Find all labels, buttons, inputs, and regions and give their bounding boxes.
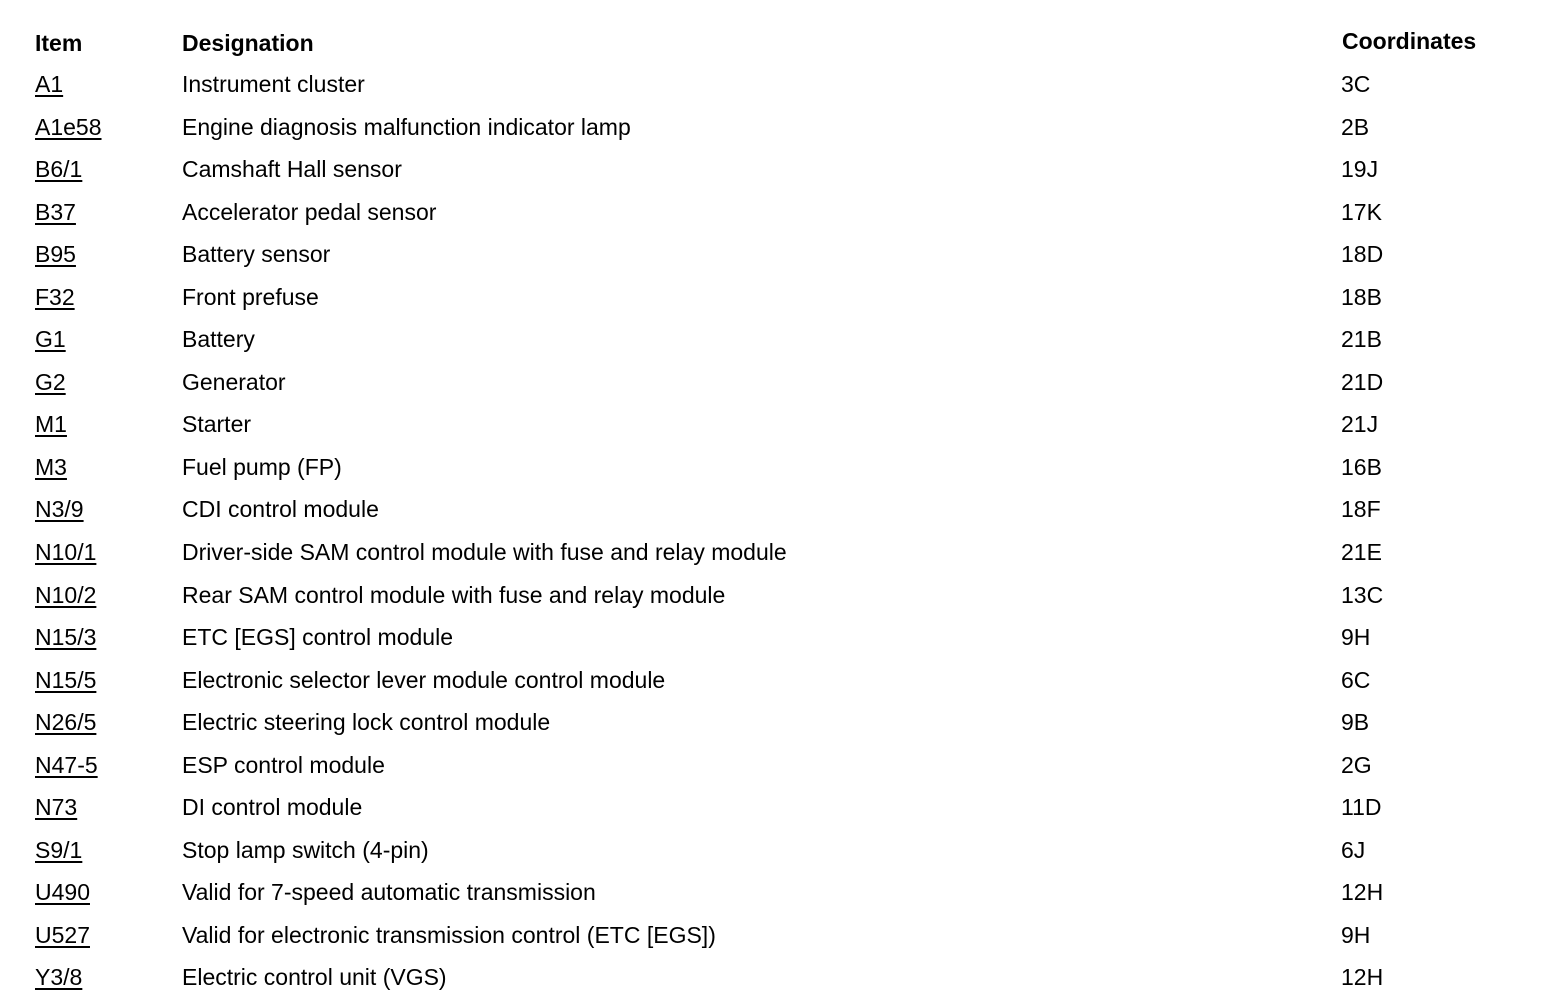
coordinates-text: 13C [1341, 581, 1384, 608]
table-row [0, 708, 1568, 751]
table-row [0, 921, 1568, 964]
coordinates-text: 3C [1341, 71, 1371, 97]
table-row [0, 453, 1568, 496]
designation-text: Starter [182, 411, 252, 438]
coordinates-text: 18D [1341, 241, 1384, 268]
item-link[interactable]: B6/1 [35, 156, 83, 183]
table-row [0, 240, 1568, 283]
table-row [0, 666, 1568, 709]
coordinates-text: 18B [1341, 283, 1382, 310]
table-row [0, 538, 1568, 581]
table-row [0, 581, 1568, 624]
coordinates-text: 19J [1341, 156, 1379, 183]
header-item: Item [35, 30, 83, 56]
item-link[interactable]: N3/9 [35, 496, 84, 523]
table-row [0, 793, 1568, 836]
table-row [0, 623, 1568, 666]
table-row [0, 283, 1568, 326]
item-link[interactable]: B95 [35, 241, 76, 268]
designation-text: Valid for 7-speed automatic transmission [182, 879, 596, 906]
item-link[interactable]: N10/1 [35, 539, 97, 566]
designation-text: Camshaft Hall sensor [182, 156, 402, 183]
coordinates-text: 12H [1341, 964, 1384, 991]
table-header-row [0, 0, 1568, 60]
designation-text: Instrument cluster [182, 71, 365, 97]
table-row [0, 70, 1568, 113]
coordinates-text: 9H [1341, 624, 1371, 651]
coordinates-text: 12H [1341, 879, 1384, 906]
designation-text: Electronic selector lever module control module [182, 666, 666, 693]
item-link[interactable]: N15/5 [35, 666, 97, 693]
item-link[interactable]: N73 [35, 794, 78, 821]
item-link[interactable]: N10/2 [35, 581, 97, 608]
coordinates-text: 18F [1341, 496, 1381, 523]
table-body [0, 70, 1568, 1006]
designation-text: Stop lamp switch (4-pin) [182, 836, 429, 863]
coordinates-text: 16B [1341, 453, 1382, 480]
designation-text: Rear SAM control module with fuse and relay module [182, 581, 726, 608]
designation-text: Valid for electronic transmission control (ETC [EGS]) [182, 921, 716, 948]
coordinates-text: 6J [1341, 836, 1366, 863]
item-link[interactable]: N47-5 [35, 751, 98, 778]
item-link[interactable]: U527 [35, 921, 90, 948]
designation-text: Battery [182, 326, 255, 353]
coordinates-text: 17K [1341, 198, 1382, 225]
item-link[interactable]: S9/1 [35, 836, 83, 863]
item-link[interactable]: N15/3 [35, 624, 97, 651]
coordinates-text: 21B [1341, 326, 1382, 353]
item-link[interactable]: G2 [35, 368, 66, 395]
designation-text: CDI control module [182, 496, 379, 523]
coordinates-text: 21J [1341, 411, 1379, 438]
header-designation: Designation [182, 30, 314, 56]
item-link[interactable]: B37 [35, 198, 76, 225]
item-link[interactable]: A1 [35, 71, 64, 97]
coordinates-text: 21E [1341, 539, 1382, 566]
header-coordinates: Coordinates [1342, 28, 1477, 54]
item-link[interactable]: A1e58 [35, 113, 102, 140]
item-link[interactable]: U490 [35, 879, 90, 906]
designation-text: DI control module [182, 794, 363, 821]
designation-text: Electric steering lock control module [182, 709, 551, 736]
coordinates-text: 9B [1341, 709, 1370, 736]
coordinates-text: 11D [1341, 794, 1382, 821]
designation-text: Generator [182, 368, 286, 395]
coordinates-text: 2G [1341, 751, 1372, 778]
item-link[interactable]: M3 [35, 453, 67, 480]
designation-text: Engine diagnosis malfunction indicator lamp [182, 113, 631, 140]
designation-text: Fuel pump (FP) [182, 453, 342, 480]
item-link[interactable]: F32 [35, 283, 75, 310]
coordinates-text: 9H [1341, 921, 1371, 948]
table-row [0, 113, 1568, 156]
coordinates-text: 6C [1341, 666, 1371, 693]
item-link[interactable]: N26/5 [35, 709, 97, 736]
table-row [0, 495, 1568, 538]
table-row [0, 751, 1568, 794]
designation-text: Front prefuse [182, 283, 319, 310]
table-row [0, 155, 1568, 198]
table-row [0, 368, 1568, 411]
table-row [0, 198, 1568, 241]
table-row [0, 878, 1568, 921]
designation-text: Electric control unit (VGS) [182, 964, 447, 991]
table-row [0, 836, 1568, 879]
designation-text: Accelerator pedal sensor [182, 198, 437, 225]
coordinates-text: 2B [1341, 113, 1370, 140]
designation-text: Driver-side SAM control module with fuse and relay module [182, 539, 787, 566]
table-row [0, 410, 1568, 453]
designation-text: ETC [EGS] control module [182, 624, 453, 651]
item-link[interactable]: Y3/8 [35, 964, 83, 991]
item-link[interactable]: G1 [35, 326, 66, 353]
table-row [0, 325, 1568, 368]
item-link[interactable]: M1 [35, 411, 67, 438]
designation-text: Battery sensor [182, 241, 331, 268]
coordinates-text: 21D [1341, 368, 1384, 395]
designation-text: ESP control module [182, 751, 385, 778]
